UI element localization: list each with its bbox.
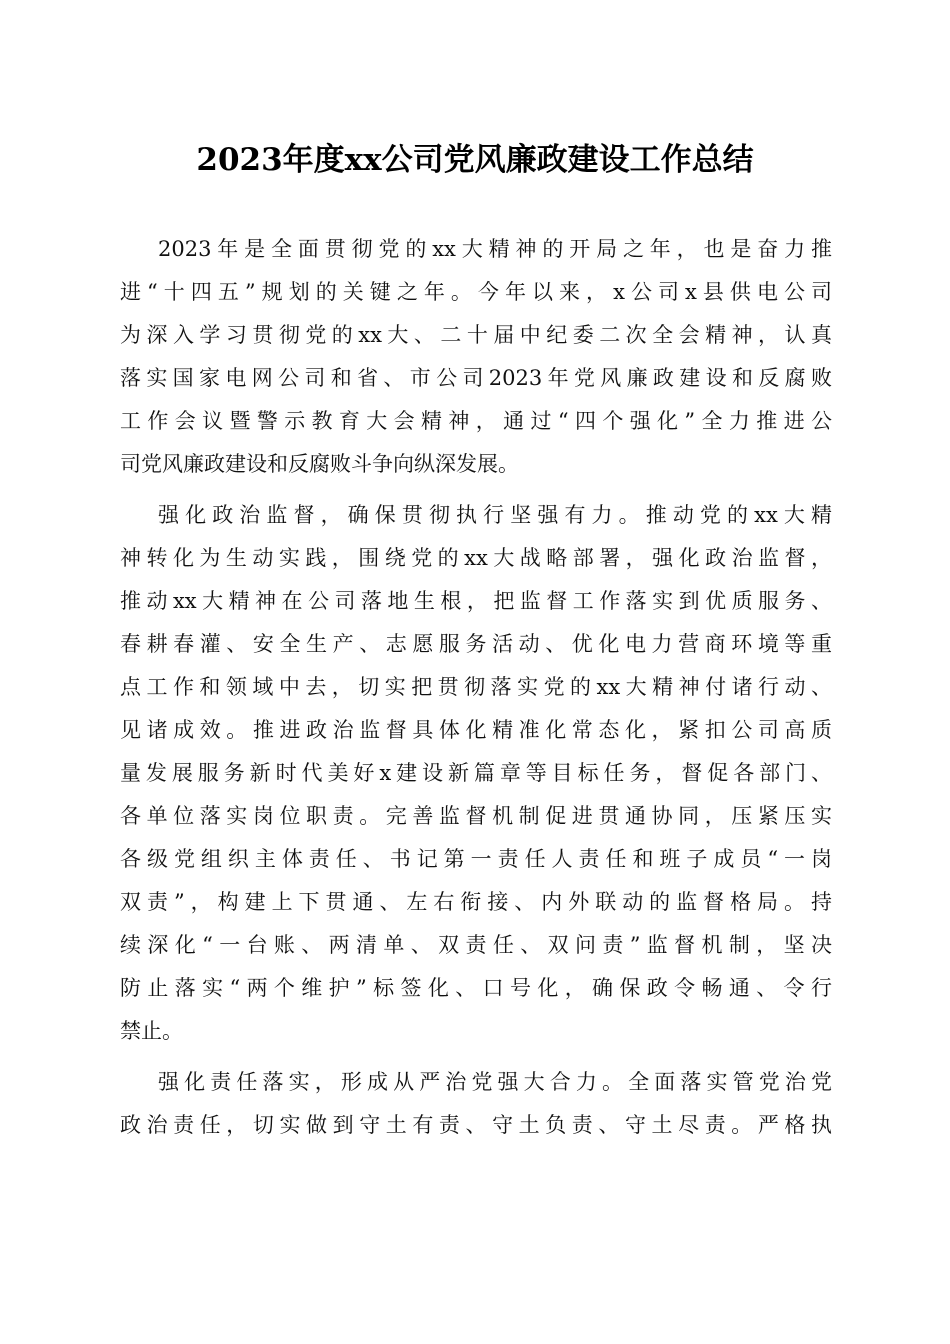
text-line: 见诸成效。推进政治监督具体化精准化常态化，紧扣公司高质 — [120, 718, 832, 742]
document-title: 2023年度xx公司党风廉政建设工作总结 — [196, 142, 754, 178]
paragraph-responsibility — [120, 1061, 832, 1147]
text-line: 工作会议暨警示教育大会精神，通过“四个强化”全力推进公 — [120, 409, 832, 433]
text-line: 续深化“一台账、两清单、双责任、双问责”监督机制，坚决 — [120, 933, 832, 957]
text-line: 春耕春灌、安全生产、志愿服务活动、优化电力营商环境等重 — [120, 632, 832, 656]
text-line: 为深入学习贯彻党的xx大、二十届中纪委二次全会精神，认真 — [120, 323, 832, 347]
text-line: 政治责任，切实做到守土有责、守土负责、守土尽责。严格执 — [120, 1113, 832, 1137]
text-line: 神转化为生动实践，围绕党的xx大战略部署，强化政治监督， — [120, 546, 832, 570]
text-line: 落实国家电网公司和省、市公司2023年党风廉政建设和反腐败 — [120, 366, 832, 390]
text-line: 进“十四五”规划的关键之年。今年以来，x公司x县供电公司 — [120, 280, 832, 304]
text-line: 各单位落实岗位职责。完善监督机制促进贯通协同，压紧压实 — [120, 804, 832, 828]
text-line: 2023年是全面贯彻党的xx大精神的开局之年，也是奋力推 — [158, 237, 832, 261]
text-line: 防止落实“两个维护”标签化、口号化，确保政令畅通、令行 — [120, 976, 832, 1000]
paragraph-intro — [120, 228, 832, 486]
text-line: 点工作和领域中去，切实把贯彻落实党的xx大精神付诸行动、 — [120, 675, 832, 699]
text-line: 双责”，构建上下贯通、左右衔接、内外联动的监督格局。持 — [120, 890, 832, 914]
text-line: 强化政治监督，确保贯彻执行坚强有力。推动党的xx大精 — [158, 503, 832, 527]
document-body — [120, 228, 832, 1155]
text-line: 禁止。 — [120, 1019, 183, 1043]
text-line: 量发展服务新时代美好x建设新篇章等目标任务，督促各部门、 — [120, 761, 832, 785]
text-line: 推动xx大精神在公司落地生根，把监督工作落实到优质服务、 — [120, 589, 832, 613]
text-line: 司党风廉政建设和反腐败斗争向纵深发展。 — [120, 452, 519, 476]
text-line: 强化责任落实，形成从严治党强大合力。全面落实管党治党 — [158, 1070, 832, 1094]
paragraph-political-supervision — [120, 494, 832, 1053]
text-line: 各级党组织主体责任、书记第一责任人责任和班子成员“一岗 — [120, 847, 832, 871]
